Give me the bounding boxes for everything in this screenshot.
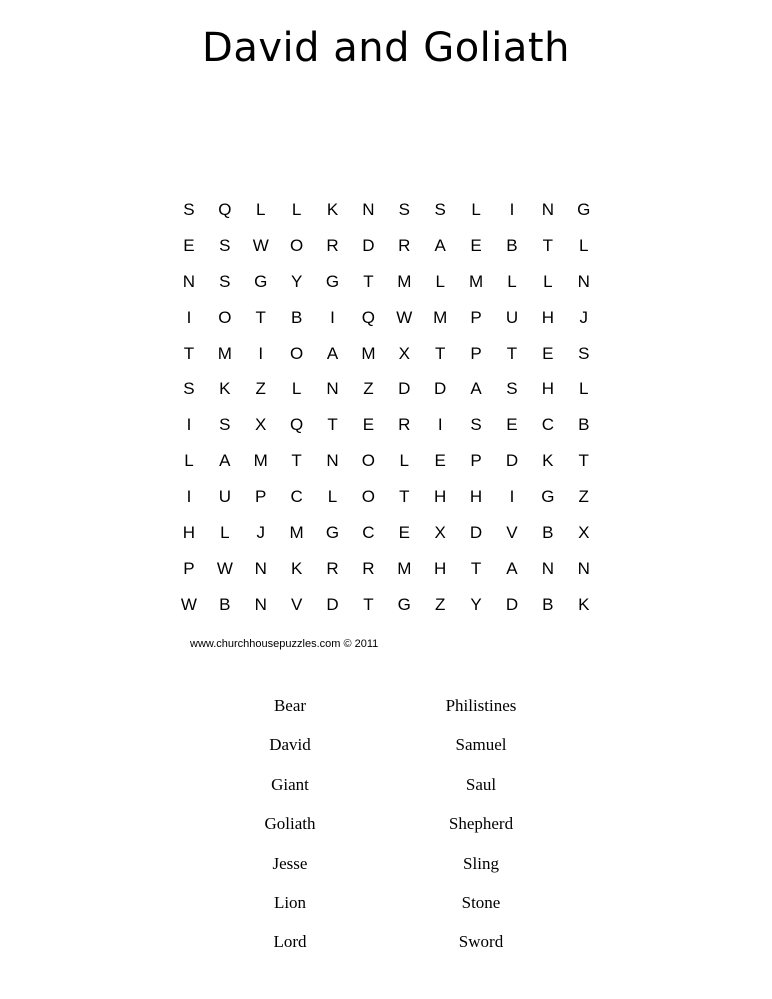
word-list [210, 686, 592, 962]
grid-letter: L [184, 451, 194, 471]
grid-letter: E [506, 415, 518, 435]
grid-letter: L [255, 199, 266, 219]
grid-letter: X [434, 522, 446, 542]
word-list-item: Sling [463, 853, 499, 873]
grid-letter: E [183, 235, 195, 255]
grid-letter: L [507, 271, 517, 291]
grid-letter: Z [578, 487, 589, 507]
grid-letter: S [506, 379, 518, 399]
grid-letter: T [255, 307, 266, 327]
grid-letter: L [327, 487, 338, 507]
grid-letter: B [542, 594, 554, 614]
word-list-item: Lion [273, 892, 307, 912]
grid-letter: N [577, 558, 590, 578]
grid-letter: L [579, 379, 589, 399]
grid-letter: D [398, 379, 411, 399]
grid-letter: I [186, 307, 192, 327]
grid-letter: S [183, 379, 195, 399]
grid-letter: K [219, 379, 231, 399]
grid-letter: W [180, 594, 197, 614]
word-list-item: Sword [458, 932, 504, 952]
grid-letter: I [437, 415, 443, 435]
grid-letter: G [325, 522, 340, 542]
grid-letter: M [253, 451, 268, 471]
grid-letter: N [254, 594, 267, 614]
grid-letter: T [291, 451, 302, 471]
grid-letter: A [434, 235, 446, 255]
grid-letter: D [362, 235, 375, 255]
grid-letter: Z [255, 379, 266, 399]
grid-letter: R [326, 558, 339, 578]
grid-letter: P [255, 487, 267, 507]
grid-letter: T [470, 558, 482, 578]
grid-letter: H [541, 379, 554, 399]
grid-letter: E [434, 451, 446, 471]
grid-letter: O [361, 487, 376, 507]
grid-letter: M [217, 343, 232, 363]
grid-letter: Q [218, 199, 232, 219]
grid-letter: N [577, 271, 590, 291]
grid-letter: L [291, 199, 302, 219]
grid-letter: J [579, 307, 588, 327]
grid-letter: S [183, 199, 195, 219]
grid-letter: S [219, 235, 231, 255]
grid-letter: M [468, 271, 484, 291]
grid-letter: G [397, 594, 411, 614]
grid-letter: L [291, 379, 302, 399]
grid-letter: A [506, 558, 518, 578]
grid-letter: X [398, 343, 410, 363]
grid-letter: R [398, 235, 411, 255]
grid-letter: N [326, 451, 339, 471]
grid-letter: S [219, 271, 231, 291]
grid-letter: L [543, 271, 553, 291]
grid-letter: Q [361, 307, 376, 327]
grid-letter: O [290, 343, 304, 363]
grid-letter: H [182, 522, 196, 542]
grid-letter: V [506, 522, 518, 542]
copyright-credit: www.churchhousepuzzles.com © 2011 [190, 638, 379, 650]
grid-letter: R [362, 558, 375, 578]
word-list-item: Bear [273, 696, 307, 715]
grid-letter: M [397, 558, 412, 578]
grid-letter: B [506, 235, 518, 255]
grid-letter: T [434, 343, 446, 363]
letter-grid [171, 192, 602, 623]
grid-letter: L [399, 451, 410, 471]
grid-letter: E [398, 522, 410, 542]
grid-letter: X [255, 415, 267, 435]
grid-letter: G [254, 271, 268, 291]
grid-letter: S [578, 343, 590, 363]
grid-letter: M [397, 271, 412, 291]
grid-letter: Q [290, 415, 304, 435]
grid-letter: O [218, 307, 232, 327]
grid-letter: G [541, 487, 555, 507]
grid-letter: U [218, 487, 231, 507]
grid-letter: N [541, 199, 554, 219]
grid-letter: Z [363, 379, 374, 399]
page-title: David and Goliath [202, 25, 570, 71]
grid-letter: I [186, 487, 192, 507]
grid-letter: W [252, 235, 269, 255]
grid-letter: B [219, 594, 231, 614]
grid-letter: S [219, 415, 231, 435]
grid-letter: E [470, 235, 482, 255]
grid-letter: P [470, 307, 482, 327]
grid-letter: L [579, 235, 589, 255]
grid-letter: U [505, 307, 519, 327]
grid-letter: I [330, 307, 335, 327]
grid-letter: C [541, 415, 554, 435]
grid-letter: L [471, 199, 481, 219]
grid-letter: T [363, 594, 374, 614]
grid-letter: T [363, 271, 374, 291]
grid-letter: B [290, 307, 303, 327]
grid-letter: W [396, 307, 413, 327]
grid-letter: R [326, 235, 339, 255]
grid-letter: T [327, 415, 338, 435]
grid-letter: M [361, 343, 376, 363]
grid-letter: P [183, 558, 195, 578]
grid-letter: N [254, 558, 267, 578]
grid-letter: H [434, 558, 447, 578]
grid-letter: T [542, 235, 554, 255]
grid-letter: I [258, 343, 264, 363]
grid-letter: W [216, 558, 233, 578]
word-list-item: Philistines [445, 696, 517, 715]
grid-letter: V [290, 594, 303, 614]
grid-letter: D [505, 451, 519, 471]
grid-letter: I [509, 487, 515, 507]
grid-letter: T [578, 451, 589, 471]
grid-letter: P [470, 343, 482, 363]
grid-letter: L [220, 522, 230, 542]
word-list-item: Lord [273, 932, 307, 952]
grid-letter: O [361, 451, 376, 471]
grid-letter: N [541, 558, 554, 578]
grid-letter: S [434, 199, 446, 219]
grid-letter: E [362, 415, 375, 435]
word-list-item: Samuel [455, 735, 507, 755]
grid-letter: E [542, 343, 554, 363]
word-list-item: David [269, 735, 311, 755]
grid-letter: B [578, 415, 590, 435]
grid-letter: K [542, 451, 554, 471]
grid-letter: K [290, 558, 303, 578]
grid-letter: G [577, 199, 591, 219]
grid-letter: T [399, 487, 410, 507]
grid-letter: D [469, 522, 483, 542]
grid-letter: A [326, 343, 339, 363]
grid-letter: M [289, 522, 304, 542]
grid-letter: S [398, 199, 410, 219]
grid-letter: N [182, 271, 196, 291]
word-list-item: Shepherd [448, 814, 514, 834]
grid-letter: T [183, 343, 195, 363]
grid-letter: K [326, 199, 339, 219]
word-list-item: Saul [465, 774, 497, 794]
grid-letter: A [470, 379, 482, 399]
grid-letter: N [362, 199, 375, 219]
grid-letter: M [433, 307, 448, 327]
grid-letter: P [470, 451, 482, 471]
grid-letter: Z [434, 594, 446, 614]
grid-letter: T [506, 343, 518, 363]
grid-letter: D [434, 379, 447, 399]
grid-letter: D [505, 594, 519, 614]
grid-letter: Y [470, 594, 482, 614]
grid-letter: H [434, 487, 447, 507]
grid-letter: C [362, 522, 375, 542]
grid-letter: X [578, 522, 590, 542]
grid-letter: J [256, 522, 265, 542]
grid-letter: L [435, 271, 445, 291]
grid-letter: H [541, 307, 554, 327]
grid-letter: S [470, 415, 482, 435]
word-list-item: Goliath [264, 814, 316, 834]
grid-letter: C [290, 487, 303, 507]
word-list-item: Stone [461, 892, 501, 912]
word-list-item: Jesse [272, 853, 308, 873]
grid-letter: I [186, 415, 192, 435]
grid-letter: O [290, 235, 304, 255]
grid-letter: N [326, 379, 339, 399]
grid-letter: A [219, 451, 231, 471]
grid-letter: D [326, 594, 339, 614]
grid-letter: R [398, 415, 411, 435]
word-list-item: Giant [271, 774, 309, 794]
grid-letter: G [325, 271, 340, 291]
grid-letter: B [542, 522, 554, 542]
grid-letter: I [509, 199, 515, 219]
grid-letter: Y [290, 271, 303, 291]
grid-letter: K [578, 594, 590, 614]
grid-letter: H [469, 487, 483, 507]
